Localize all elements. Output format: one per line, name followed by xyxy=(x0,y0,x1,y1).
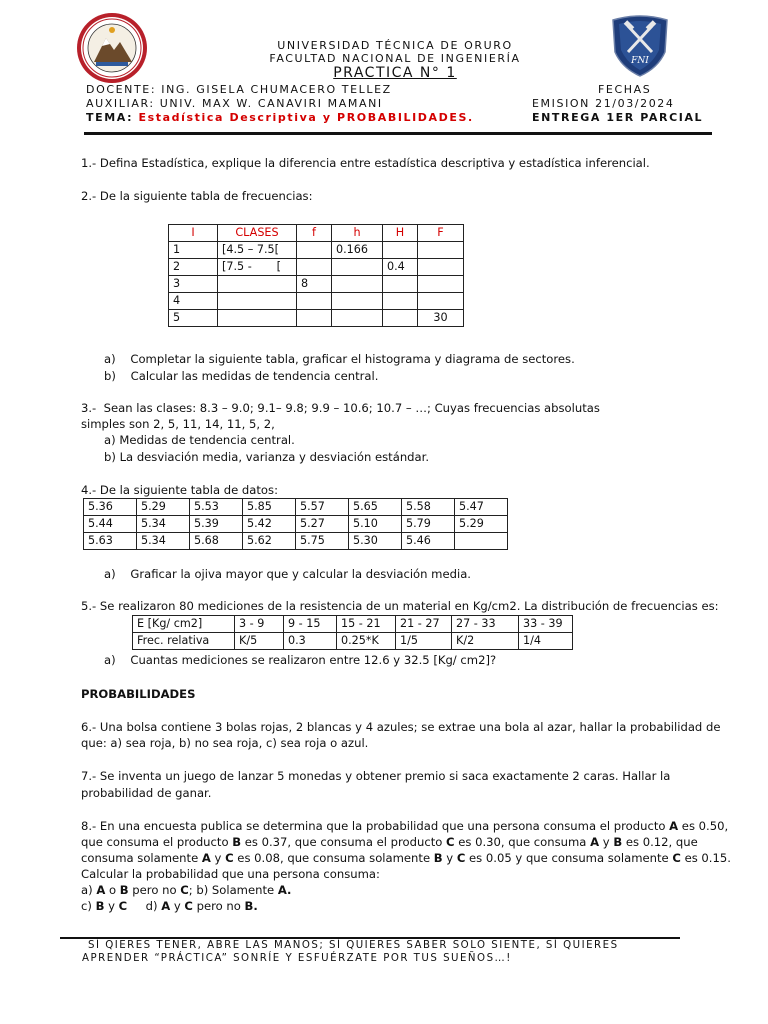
question-8-line6 xyxy=(81,898,258,915)
table-cell xyxy=(418,242,464,259)
table-cell: K/2 xyxy=(452,633,519,650)
text-span: que consuma el producto xyxy=(81,835,233,849)
table-cell: 0.166 xyxy=(332,242,383,259)
text-span: es 0.08, que consuma solamente xyxy=(233,851,434,865)
table-cell: 33 - 39 xyxy=(519,616,573,633)
table-cell: 5.79 xyxy=(402,516,455,533)
table-header: I xyxy=(169,225,218,242)
table-row xyxy=(84,533,508,550)
text-span: es 0.30, que consuma xyxy=(454,835,591,849)
table-cell xyxy=(332,293,383,310)
table-cell xyxy=(332,310,383,327)
topic-value: Estadística Descriptiva y PROBABILIDADES. xyxy=(138,111,474,124)
question-3-line1: 3.- Sean las clases: 8.3 – 9.0; 9.1– 9.8; 9.9 – 10.6; 10.7 – …; Cuyas frecuencias absolutas xyxy=(81,401,600,415)
text-span: y xyxy=(442,851,457,865)
question-8-line1 xyxy=(81,818,728,835)
table-cell xyxy=(418,276,464,293)
footer-quote-line1: SÍ QIERES TENER, ABRE LAS MANOS; SÍ QUIERES SABER SOLO SIENTE, SÍ QUIERES xyxy=(88,940,619,951)
table-cell: 21 - 27 xyxy=(396,616,452,633)
text-bold: B xyxy=(119,883,129,897)
text-bold: B xyxy=(232,835,242,849)
topic-label: TEMA: xyxy=(86,111,134,124)
question-4a: a) Graficar la ojiva mayor que y calcular la desviación media. xyxy=(104,567,471,581)
table-row xyxy=(84,499,508,516)
table-cell: [7.5 - [ xyxy=(218,259,297,276)
table-cell: 5.44 xyxy=(84,516,137,533)
text-span: a) xyxy=(81,883,97,897)
table-cell: 5.36 xyxy=(84,499,137,516)
table-header: F xyxy=(418,225,464,242)
question-5-text: 5.- Se realizaron 80 mediciones de la resistencia de un material en Kg/cm2. La distribución de frecuencias es: xyxy=(81,599,719,613)
text-span: pero no xyxy=(192,899,245,913)
table-cell: K/5 xyxy=(235,633,284,650)
question-8-line5 xyxy=(81,882,291,899)
question-7-line1: 7.- Se inventa un juego de lanzar 5 monedas y obtener premio si saca exactamente 2 caras. Hallar la xyxy=(81,769,671,783)
emission-date: EMISION 21/03/2024 xyxy=(532,97,675,110)
table-cell xyxy=(297,293,332,310)
table-cell: [4.5 – 7.5[ xyxy=(218,242,297,259)
text-bold: A xyxy=(201,851,211,865)
fni-shield-logo xyxy=(610,12,670,78)
text-span: es 0.15. xyxy=(680,851,731,865)
table-cell: 5.65 xyxy=(349,499,402,516)
table-cell: 4 xyxy=(169,293,218,310)
table-cell: 27 - 33 xyxy=(452,616,519,633)
table-cell: 5.53 xyxy=(190,499,243,516)
table-cell: 5.75 xyxy=(296,533,349,550)
table-cell: 0.4 xyxy=(383,259,418,276)
frequency-table xyxy=(168,224,464,327)
table-cell: 5.46 xyxy=(402,533,455,550)
table-cell: 5.58 xyxy=(402,499,455,516)
table-row xyxy=(133,616,573,633)
text-bold: C xyxy=(118,899,128,913)
table-cell xyxy=(332,259,383,276)
text-bold: C xyxy=(456,851,466,865)
question-2b: b) Calcular las medidas de tendencia central. xyxy=(104,369,379,383)
text-bold: B xyxy=(433,851,443,865)
fni-logo-text: FNI xyxy=(631,56,649,66)
faculty-name: FACULTAD NACIONAL DE INGENIERÍA xyxy=(269,52,521,65)
text-span: es 0.05 y que consuma solamente xyxy=(465,851,673,865)
table-cell: 5.68 xyxy=(190,533,243,550)
question-2-text: 2.- De la siguiente tabla de frecuencias: xyxy=(81,189,313,203)
text-bold: A xyxy=(96,883,106,897)
text-span: o xyxy=(105,883,120,897)
table-cell: 5.57 xyxy=(296,499,349,516)
text-span: 8.- En una encuesta publica se determina que la probabilidad que una persona consuma el producto xyxy=(81,819,670,833)
question-8-line2 xyxy=(81,834,698,851)
header-divider xyxy=(84,132,712,135)
question-7-line2: probabilidad de ganar. xyxy=(81,786,212,800)
text-span: consuma solamente xyxy=(81,851,202,865)
text-bold: B. xyxy=(244,899,258,913)
text-span: c) xyxy=(81,899,96,913)
table-cell xyxy=(383,310,418,327)
table-cell: 5.42 xyxy=(243,516,296,533)
table-cell xyxy=(383,276,418,293)
table-cell xyxy=(297,310,332,327)
table-cell: 5.47 xyxy=(455,499,508,516)
text-bold: C xyxy=(672,851,681,865)
text-span: es 0.37, que consuma el producto xyxy=(241,835,447,849)
table-cell: 5.30 xyxy=(349,533,402,550)
table-cell xyxy=(218,293,297,310)
resistance-table xyxy=(132,615,573,650)
section-title-probabilidades: PROBABILIDADES xyxy=(81,687,196,701)
text-bold: A. xyxy=(277,883,292,897)
table-cell: 30 xyxy=(418,310,464,327)
topic-line xyxy=(86,111,474,124)
table-cell xyxy=(455,533,508,550)
text-span: es 0.12, que xyxy=(622,835,698,849)
table-row xyxy=(133,633,573,650)
table-row xyxy=(169,293,464,310)
dates-label: FECHAS xyxy=(598,83,652,96)
practice-title: PRACTICA N° 1 xyxy=(333,65,457,81)
text-span: ; b) Solamente xyxy=(188,883,278,897)
table-cell: 3 xyxy=(169,276,218,293)
table-header: f xyxy=(297,225,332,242)
table-cell: 3 - 9 xyxy=(235,616,284,633)
table-cell xyxy=(218,276,297,293)
university-name: UNIVERSIDAD TÉCNICA DE ORURO xyxy=(277,39,513,52)
table-header: CLASES xyxy=(218,225,297,242)
table-cell xyxy=(383,242,418,259)
question-6-line1: 6.- Una bolsa contiene 3 bolas rojas, 2 blancas y 4 azules; se extrae una bola al azar, hallar la probabilidad de xyxy=(81,720,721,734)
teacher-line: DOCENTE: ING. GISELA CHUMACERO TELLEZ xyxy=(86,83,392,96)
table-cell xyxy=(418,293,464,310)
table-cell: 5.10 xyxy=(349,516,402,533)
table-cell xyxy=(297,242,332,259)
table-cell: 5.34 xyxy=(137,533,190,550)
text-bold: C xyxy=(446,835,455,849)
text-span: es 0.50, xyxy=(678,819,729,833)
question-8-line3 xyxy=(81,850,731,867)
university-seal-logo xyxy=(76,12,148,84)
table-cell: 5.85 xyxy=(243,499,296,516)
table-row xyxy=(169,259,464,276)
table-cell: 5.29 xyxy=(137,499,190,516)
table-header: h xyxy=(332,225,383,242)
table-header: H xyxy=(383,225,418,242)
text-bold: C xyxy=(180,883,189,897)
table-cell: Frec. relativa xyxy=(133,633,235,650)
table-header-row xyxy=(169,225,464,242)
text-bold: C xyxy=(184,899,193,913)
question-3b: b) La desviación media, varianza y desviación estándar. xyxy=(104,450,430,464)
question-4-text: 4.- De la siguiente tabla de datos: xyxy=(81,483,278,497)
data-table xyxy=(83,498,508,550)
text-span: y xyxy=(104,899,119,913)
text-bold: C xyxy=(225,851,234,865)
text-bold: A xyxy=(669,819,679,833)
text-span: y xyxy=(599,835,614,849)
text-span: y xyxy=(210,851,226,865)
table-cell: 0.25*K xyxy=(337,633,396,650)
footer-divider xyxy=(60,937,680,939)
table-cell xyxy=(332,276,383,293)
question-1: 1.- Defina Estadística, explique la diferencia entre estadística descriptiva y estadística inferencial. xyxy=(81,156,650,170)
table-row xyxy=(169,276,464,293)
table-row xyxy=(169,310,464,327)
footer-quote-line2: APRENDER “PRÁCTICA” SONRÍE Y ESFUÉRZATE POR TUS SUEÑOS…! xyxy=(82,953,512,964)
table-cell: 5 xyxy=(169,310,218,327)
table-cell xyxy=(383,293,418,310)
table-cell: 5.39 xyxy=(190,516,243,533)
question-2a: a) Completar la siguiente tabla, graficar el histograma y diagrama de sectores. xyxy=(104,352,575,366)
text-span: pero no xyxy=(128,883,181,897)
table-cell: 1/4 xyxy=(519,633,573,650)
table-cell xyxy=(218,310,297,327)
assistant-line: AUXILIAR: UNIV. MAX W. CANAVIRI MAMANI xyxy=(86,97,383,110)
question-5a: a) Cuantas mediciones se realizaron entre 12.6 y 32.5 [Kg/ cm2]? xyxy=(104,653,497,667)
question-3a: a) Medidas de tendencia central. xyxy=(104,433,295,447)
table-row xyxy=(84,516,508,533)
text-span: d) xyxy=(127,899,162,913)
table-cell: 5.27 xyxy=(296,516,349,533)
table-cell: 1/5 xyxy=(396,633,452,650)
table-cell xyxy=(418,259,464,276)
text-bold: B xyxy=(95,899,105,913)
table-cell: 0.3 xyxy=(284,633,337,650)
question-8-line4: Calcular la probabilidad que una persona consuma: xyxy=(81,867,380,881)
text-bold: B xyxy=(613,835,623,849)
table-cell: 8 xyxy=(297,276,332,293)
table-cell xyxy=(297,259,332,276)
table-cell: 5.34 xyxy=(137,516,190,533)
text-span: y xyxy=(170,899,185,913)
text-bold: A xyxy=(590,835,600,849)
table-cell: 15 - 21 xyxy=(337,616,396,633)
delivery-line: ENTREGA 1ER PARCIAL xyxy=(532,111,704,124)
table-cell: 5.63 xyxy=(84,533,137,550)
question-6-line2: que: a) sea roja, b) no sea roja, c) sea roja o azul. xyxy=(81,736,369,750)
text-bold: A xyxy=(161,899,171,913)
question-3-line2: simples son 2, 5, 11, 14, 11, 5, 2, xyxy=(81,417,275,431)
table-cell: 9 - 15 xyxy=(284,616,337,633)
table-cell: 5.62 xyxy=(243,533,296,550)
table-cell: 1 xyxy=(169,242,218,259)
table-cell: 2 xyxy=(169,259,218,276)
table-cell: E [Kg/ cm2] xyxy=(133,616,235,633)
table-row xyxy=(169,242,464,259)
table-cell: 5.29 xyxy=(455,516,508,533)
